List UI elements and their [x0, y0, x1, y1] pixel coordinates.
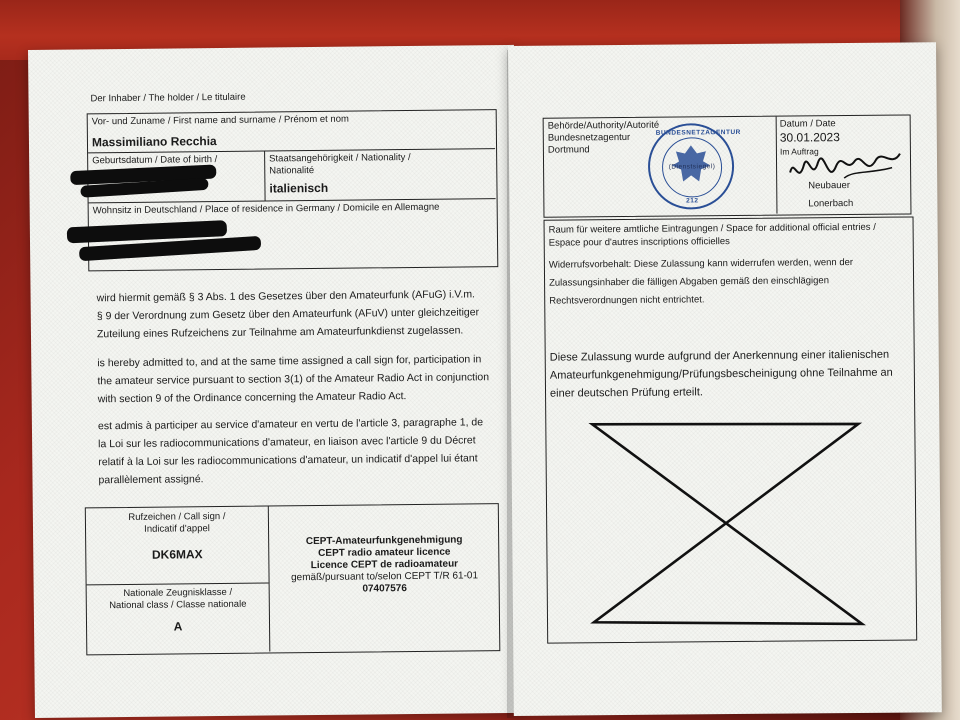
signature-icon	[784, 142, 909, 203]
seal-number: 212	[686, 197, 699, 205]
recognition-text: Diese Zulassung wurde aufgrund der Anerkennung einer italienischen Amateurfunkgenehmigung/Prüfungsbescheinigung ohne Teilnahme an einer deutschen Prüfung erteilt.	[549, 348, 893, 400]
official-seal	[648, 123, 741, 210]
callsign-label: Rufzeichen / Call sign /	[128, 510, 226, 523]
date-value: 30.01.2023	[779, 130, 840, 145]
holder-details-box	[87, 109, 499, 271]
cept-licence-text: CEPT-Amateurfunkgenehmigung CEPT radio amateur licence Licence CEPT de radioamateur gemäß/pursuant to/selon CEPT T/R 61-01 07407576	[290, 534, 479, 595]
date-note: Im Auftrag	[779, 146, 819, 157]
seal-center-text: (Dienstsiegel)	[668, 163, 716, 171]
additional-entries-box	[544, 216, 918, 643]
name-label: Vor- und Zuname / First name and surname / Prénom et nom	[91, 113, 349, 128]
class-label: Nationale Zeugnisklasse /	[123, 586, 233, 600]
licence-left-page	[28, 45, 521, 718]
licence-right-page	[508, 42, 942, 716]
name-value: Massimiliano Recchia	[91, 134, 217, 150]
space-label: Raum für weitere amtliche Eintragungen / Space for additional official entries /	[548, 221, 876, 236]
nationality-label: Staatsangehörigkeit / Nationality /	[269, 151, 411, 165]
authority-city: Dortmund	[547, 144, 590, 156]
class-label-2: National class / Classe nationale	[109, 598, 247, 612]
revocation-text: Widerrufsvorbehalt: Diese Zulassung kann widerrufen werden, wenn der Zulassungsinhaber die fälligen Abgaben gemäß den einschlägigen Rechtsverordnungen nicht entrichtet.	[548, 256, 854, 307]
dob-label: Geburtsdatum / Date of birth /	[92, 154, 218, 167]
german-legal-text: wird hiermit gemäß § 3 Abs. 1 des Gesetzes über den Amateurfunk (AFuG) i.V.m. § 9 der Verordnung zum Gesetz über den Amateurfunk (AFuV) unter gleichzeitiger Zuteilung eines Rufzeichens zur Teilnahme am Amateurfunkdienst zugelassen.	[96, 288, 480, 341]
residence-label: Wohnsitz in Deutschland / Place of residence in Germany / Domicile en Allemagne	[92, 201, 440, 217]
authority-box	[543, 114, 912, 217]
seal-top-text: BUNDESNETZAGENTUR	[655, 128, 741, 137]
french-legal-text: est admis à participer au service d'amateur en vertu de l'article 3, paragraphe 1, de la Loi sur les radiocommunications d'amateur, en liaison avec l'article 9 du Décret relatif à la Loi sur les radiocommunications d'amateur, un indicatif d'appel lui étant parallèlement assigné.	[97, 416, 484, 487]
nationality-value: italienisch	[269, 180, 329, 196]
callsign-value: DK6MAX	[151, 547, 203, 562]
holder-heading: Der Inhaber / The holder / Le titulaire	[90, 91, 246, 105]
strike-through-cross	[582, 414, 874, 637]
signer-name-2: Lonerbach	[808, 197, 854, 210]
authority-name: Bundesnetzagentur	[547, 131, 631, 144]
space-label-2: Espace pour d'autres inscriptions officielles	[548, 236, 730, 249]
signer-name-1: Neubauer	[808, 180, 851, 192]
callsign-box	[85, 503, 501, 655]
class-value: A	[173, 619, 183, 634]
english-legal-text: is hereby admitted to, and at the same time assigned a call sign for, participation in the amateur service pursuant to section 3(1) of the Amateur Radio Act in conjunction with section 9 of the Ordinance concerning the Amateur Radio Act.	[97, 353, 490, 406]
callsign-label-2: Indicatif d'appel	[144, 523, 210, 535]
date-label: Datum / Date	[779, 118, 836, 130]
nationality-label-2: Nationalité	[269, 165, 315, 177]
authority-label: Behörde/Authority/Autorité	[547, 119, 660, 132]
